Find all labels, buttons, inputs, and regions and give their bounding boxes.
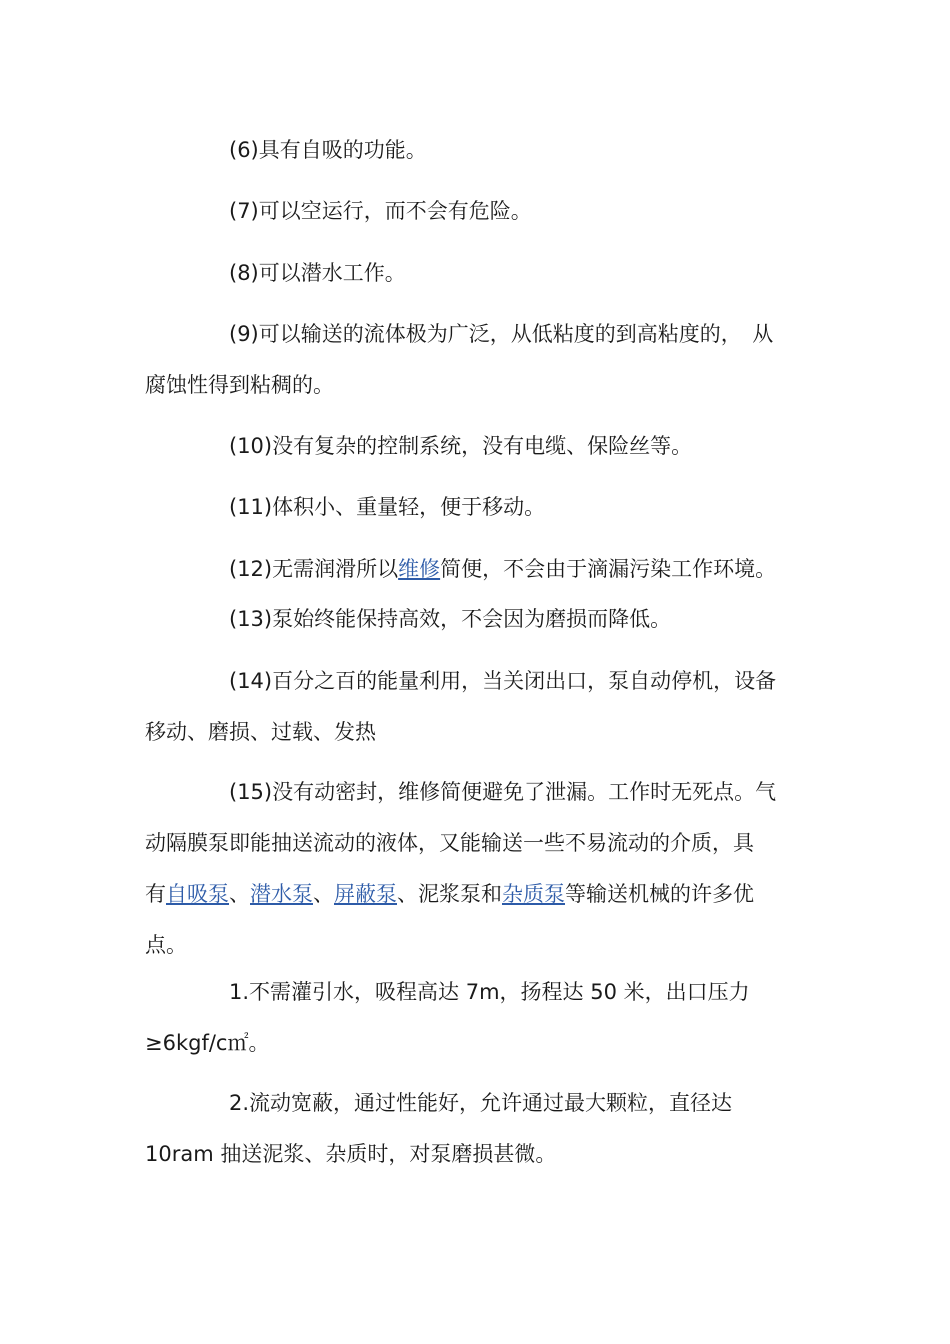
paragraph-6: (6)具有自吸的功能。 (229, 138, 427, 162)
paragraph-15-line-3-start: 有 (145, 882, 166, 906)
paragraph-9-line-1: (9)可以输送的流体极为广泛，从低粘度的到高粘度的， 从 (229, 322, 774, 346)
item-1 (145, 967, 807, 1069)
paragraph-15-line-4: 点。 (145, 933, 187, 957)
mud-pump-text: 、泥浆泵和 (397, 882, 502, 906)
paragraph-15-line-3-end: 等输送机械的许多优 (565, 882, 754, 906)
paragraph-15-line-3 (145, 869, 807, 920)
paragraph-15 (145, 767, 807, 971)
paragraph-14 (145, 656, 807, 758)
paragraph-12 (145, 544, 845, 595)
item-2-line-1: 2.流动宽蔽，通过性能好，允许通过最大颗粒，直径达 (229, 1091, 733, 1115)
paragraph-14-line-1: (14)百分之百的能量利用，当关闭出口，泵自动停机，设备 (229, 669, 777, 693)
shielded-pump-link[interactable]: 屏蔽泵 (334, 882, 397, 906)
maintenance-link[interactable]: 维修 (398, 557, 441, 581)
item-1-line-2: ≥6kgf/c㎡。 (145, 1031, 270, 1055)
item-1-line-1: 1.不需灌引水，吸程高达 7m，扬程达 50 米，出口压力 (229, 980, 750, 1004)
paragraph-11: (11)体积小、重量轻，便于移动。 (229, 495, 546, 519)
separator-2: 、 (313, 882, 334, 906)
separator-1: 、 (229, 882, 250, 906)
submersible-pump-link[interactable]: 潜水泵 (250, 882, 313, 906)
paragraph-13: (13)泵始终能保持高效，不会因为磨损而降低。 (229, 607, 672, 631)
paragraph-9 (145, 309, 807, 411)
paragraph-14-line-2: 移动、磨损、过载、发热 (145, 720, 376, 744)
impurity-pump-link[interactable]: 杂质泵 (502, 882, 565, 906)
paragraph-9-line-2: 腐蚀性得到粘稠的。 (145, 373, 334, 397)
paragraph-7: (7)可以空运行，而不会有危险。 (229, 199, 532, 223)
paragraph-12-text-before: (12)无需润滑所以 (229, 557, 399, 581)
item-2 (145, 1078, 807, 1180)
paragraph-10: (10)没有复杂的控制系统，没有电缆、保险丝等。 (229, 434, 693, 458)
paragraph-15-line-1: (15)没有动密封，维修简便避免了泄漏。工作时无死点。气 (229, 780, 777, 804)
item-2-line-2: 10ram 抽送泥浆、杂质时，对泵磨损甚微。 (145, 1142, 557, 1166)
self-priming-pump-link[interactable]: 自吸泵 (166, 882, 229, 906)
paragraph-8: (8)可以潜水工作。 (229, 261, 406, 285)
paragraph-15-line-2: 动隔膜泵即能抽送流动的液体，又能输送一些不易流动的介质，具 (145, 831, 754, 855)
paragraph-12-text-after: 简便，不会由于滴漏污染工作环境。 (440, 557, 777, 581)
